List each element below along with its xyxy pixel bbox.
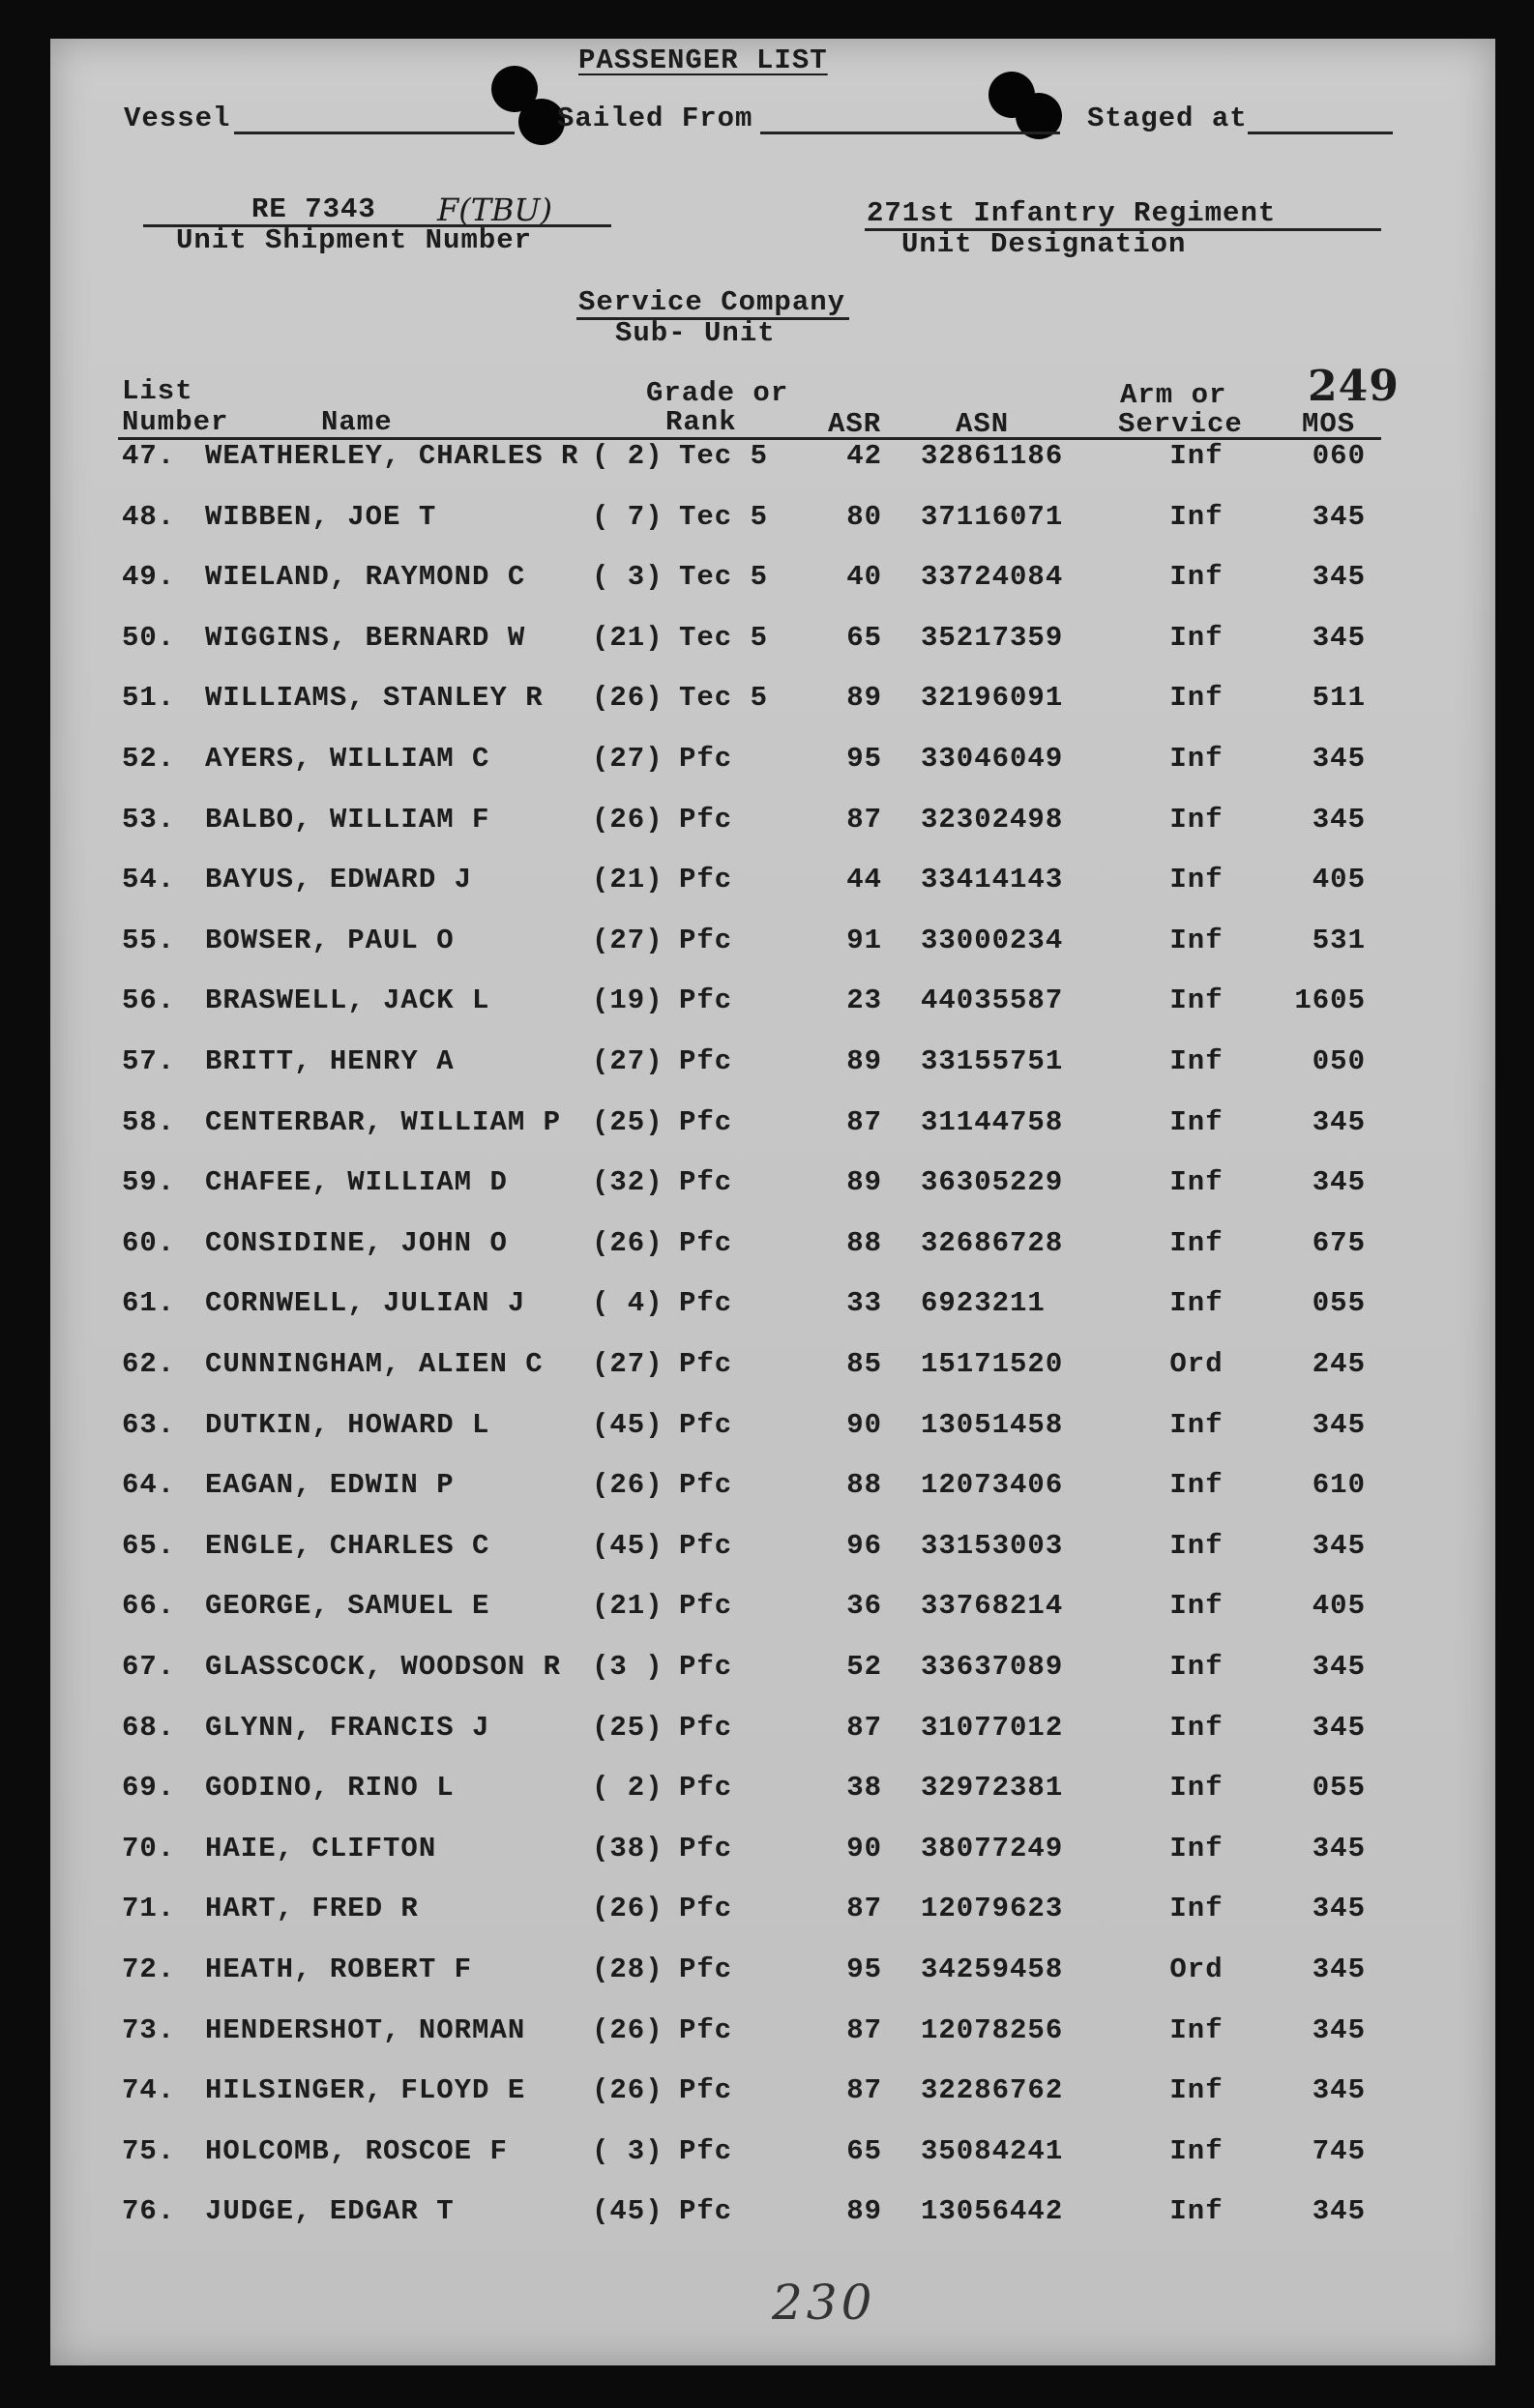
row-asr: 65 xyxy=(846,621,882,654)
row-asr: 91 xyxy=(846,924,882,956)
row-mos: 345 xyxy=(1312,1953,1366,1985)
row-asn: 12078256 xyxy=(921,2013,1064,2046)
row-arm: Ord xyxy=(1169,1953,1224,1985)
row-grade: (27) xyxy=(592,743,664,775)
sailed-from-underline xyxy=(760,132,1060,134)
row-number: 55. xyxy=(122,924,176,956)
row-name: HAIE, CLIFTON xyxy=(205,1832,437,1865)
row-rank: Pfc xyxy=(679,1045,733,1077)
row-number: 47. xyxy=(122,440,176,472)
sub-unit-label: Sub- Unit xyxy=(615,317,776,349)
row-rank: Pfc xyxy=(679,1166,733,1199)
row-grade: ( 3) xyxy=(592,561,664,594)
row-arm: Inf xyxy=(1169,2134,1224,2167)
row-grade: ( 2) xyxy=(592,1772,664,1805)
row-mos: 345 xyxy=(1312,2195,1366,2228)
row-asn: 35084241 xyxy=(921,2134,1064,2167)
row-arm: Inf xyxy=(1169,1045,1224,1077)
row-mos: 050 xyxy=(1312,1045,1366,1077)
row-mos: 345 xyxy=(1312,803,1366,836)
unit-designation: 271st Infantry Regiment xyxy=(867,197,1277,229)
row-number: 57. xyxy=(122,1045,176,1077)
row-grade: ( 2) xyxy=(592,440,664,472)
row-grade: (26) xyxy=(592,682,664,715)
row-number: 56. xyxy=(122,984,176,1017)
row-name: GLASSCOCK, WOODSON R xyxy=(205,1651,562,1683)
row-rank: Tec 5 xyxy=(679,561,769,594)
row-rank: Pfc xyxy=(679,984,733,1017)
row-rank: Pfc xyxy=(679,864,733,896)
sub-unit: Service Company xyxy=(578,286,846,318)
row-arm: Inf xyxy=(1169,500,1224,533)
row-grade: (26) xyxy=(592,1226,664,1259)
row-mos: 055 xyxy=(1312,1772,1366,1805)
row-arm: Inf xyxy=(1169,864,1224,896)
row-rank: Pfc xyxy=(679,803,733,836)
row-arm: Ord xyxy=(1169,1348,1224,1380)
row-rank: Pfc xyxy=(679,2195,733,2228)
table-row xyxy=(50,864,1495,902)
row-number: 66. xyxy=(122,1590,176,1623)
sailed-from-label: Sailed From xyxy=(557,103,753,134)
row-rank: Pfc xyxy=(679,1651,733,1683)
row-asn: 12073406 xyxy=(921,1469,1064,1502)
row-number: 54. xyxy=(122,864,176,896)
row-number: 74. xyxy=(122,2074,176,2107)
row-name: CONSIDINE, JOHN O xyxy=(205,1226,508,1259)
unit-shipment-number: RE 7343 xyxy=(251,193,376,225)
table-row xyxy=(50,1166,1495,1205)
row-asr: 88 xyxy=(846,1469,882,1502)
row-rank: Pfc xyxy=(679,1590,733,1623)
row-name: WIBBEN, JOE T xyxy=(205,500,437,533)
row-mos: 345 xyxy=(1312,1832,1366,1865)
row-asr: 85 xyxy=(846,1348,882,1380)
row-grade: ( 3) xyxy=(592,2134,664,2167)
row-number: 50. xyxy=(122,621,176,654)
row-name: BOWSER, PAUL O xyxy=(205,924,455,956)
row-arm: Inf xyxy=(1169,1529,1224,1562)
row-asn: 32302498 xyxy=(921,803,1064,836)
table-row xyxy=(50,501,1495,540)
bottom-handwritten-number: 230 xyxy=(772,2275,876,2331)
row-asr: 89 xyxy=(846,2195,882,2228)
row-asr: 89 xyxy=(846,1166,882,1199)
row-arm: Inf xyxy=(1169,621,1224,654)
table-row xyxy=(50,1893,1495,1931)
row-arm: Inf xyxy=(1169,803,1224,836)
row-asr: 36 xyxy=(846,1590,882,1623)
row-grade: (27) xyxy=(592,1045,664,1077)
row-arm: Inf xyxy=(1169,440,1224,472)
row-asr: 87 xyxy=(846,1711,882,1744)
row-asn: 36305229 xyxy=(921,1166,1064,1199)
row-number: 71. xyxy=(122,1893,176,1925)
table-row xyxy=(50,1469,1495,1508)
row-mos: 511 xyxy=(1312,682,1366,715)
row-number: 61. xyxy=(122,1287,176,1320)
row-grade: (25) xyxy=(592,1711,664,1744)
row-name: ENGLE, CHARLES C xyxy=(205,1529,490,1562)
document-page xyxy=(50,39,1495,2365)
row-name: WIGGINS, BERNARD W xyxy=(205,621,526,654)
row-number: 69. xyxy=(122,1772,176,1805)
row-number: 73. xyxy=(122,2013,176,2046)
col-header-arm-1: Arm or xyxy=(1120,379,1227,411)
col-header-grade-2: Rank xyxy=(665,406,737,438)
row-arm: Inf xyxy=(1169,1166,1224,1199)
row-arm: Inf xyxy=(1169,924,1224,956)
row-asn: 15171520 xyxy=(921,1348,1064,1380)
row-grade: (27) xyxy=(592,924,664,956)
row-rank: Tec 5 xyxy=(679,440,769,472)
row-asn: 33637089 xyxy=(921,1651,1064,1683)
row-rank: Pfc xyxy=(679,1287,733,1320)
row-number: 70. xyxy=(122,1832,176,1865)
row-mos: 405 xyxy=(1312,1590,1366,1623)
row-arm: Inf xyxy=(1169,1469,1224,1502)
row-grade: ( 4) xyxy=(592,1287,664,1320)
row-arm: Inf xyxy=(1169,1832,1224,1865)
row-grade: (28) xyxy=(592,1953,664,1985)
row-mos: 055 xyxy=(1312,1287,1366,1320)
page-number-handwritten: 249 xyxy=(1308,362,1400,411)
row-grade: (32) xyxy=(592,1166,664,1199)
row-name: DUTKIN, HOWARD L xyxy=(205,1408,490,1441)
col-header-mos: MOS xyxy=(1302,408,1356,440)
row-asn: 32196091 xyxy=(921,682,1064,715)
row-asn: 33724084 xyxy=(921,561,1064,594)
row-asr: 87 xyxy=(846,1105,882,1138)
row-mos: 245 xyxy=(1312,1348,1366,1380)
row-rank: Pfc xyxy=(679,1953,733,1985)
row-grade: ( 7) xyxy=(592,500,664,533)
row-name: GEORGE, SAMUEL E xyxy=(205,1590,490,1623)
row-asr: 96 xyxy=(846,1529,882,1562)
row-rank: Pfc xyxy=(679,1893,733,1925)
row-asr: 90 xyxy=(846,1408,882,1441)
row-name: BRITT, HENRY A xyxy=(205,1045,455,1077)
row-asn: 33000234 xyxy=(921,924,1064,956)
row-number: 60. xyxy=(122,1226,176,1259)
row-asr: 42 xyxy=(846,440,882,472)
row-asr: 95 xyxy=(846,1953,882,1985)
row-name: CUNNINGHAM, ALIEN C xyxy=(205,1348,544,1380)
row-grade: (21) xyxy=(592,1590,664,1623)
col-header-asn: ASN xyxy=(956,408,1010,440)
row-rank: Pfc xyxy=(679,1408,733,1441)
vessel-label: Vessel xyxy=(124,103,231,134)
col-header-arm-2: Service xyxy=(1118,408,1243,440)
table-row xyxy=(50,743,1495,781)
row-asn: 32686728 xyxy=(921,1226,1064,1259)
row-mos: 345 xyxy=(1312,1711,1366,1744)
row-number: 76. xyxy=(122,2195,176,2228)
row-number: 59. xyxy=(122,1166,176,1199)
col-header-list-2: Number xyxy=(122,406,229,438)
row-rank: Pfc xyxy=(679,2134,733,2167)
row-arm: Inf xyxy=(1169,1105,1224,1138)
row-number: 65. xyxy=(122,1529,176,1562)
row-arm: Inf xyxy=(1169,1651,1224,1683)
table-row xyxy=(50,2074,1495,2113)
row-number: 48. xyxy=(122,500,176,533)
table-row xyxy=(50,1530,1495,1569)
row-asr: 89 xyxy=(846,1045,882,1077)
row-rank: Pfc xyxy=(679,1469,733,1502)
row-mos: 345 xyxy=(1312,1166,1366,1199)
row-name: EAGAN, EDWIN P xyxy=(205,1469,455,1502)
row-arm: Inf xyxy=(1169,1287,1224,1320)
table-row xyxy=(50,1045,1495,1084)
row-mos: 745 xyxy=(1312,2134,1366,2167)
row-name: JUDGE, EDGAR T xyxy=(205,2195,455,2228)
row-mos: 345 xyxy=(1312,1529,1366,1562)
row-name: CHAFEE, WILLIAM D xyxy=(205,1166,508,1199)
table-row xyxy=(50,1287,1495,1326)
row-name: CENTERBAR, WILLIAM P xyxy=(205,1105,562,1138)
row-rank: Pfc xyxy=(679,924,733,956)
row-rank: Pfc xyxy=(679,1832,733,1865)
row-number: 58. xyxy=(122,1105,176,1138)
row-asr: 40 xyxy=(846,561,882,594)
row-asn: 33046049 xyxy=(921,743,1064,775)
row-rank: Pfc xyxy=(679,743,733,775)
row-asn: 33155751 xyxy=(921,1045,1064,1077)
row-number: 72. xyxy=(122,1953,176,1985)
row-asr: 80 xyxy=(846,500,882,533)
row-asr: 33 xyxy=(846,1287,882,1320)
row-mos: 345 xyxy=(1312,500,1366,533)
row-name: WIELAND, RAYMOND C xyxy=(205,561,526,594)
row-rank: Tec 5 xyxy=(679,621,769,654)
row-arm: Inf xyxy=(1169,1226,1224,1259)
row-name: HART, FRED R xyxy=(205,1893,419,1925)
table-row xyxy=(50,1590,1495,1629)
col-header-asr: ASR xyxy=(828,408,882,440)
row-arm: Inf xyxy=(1169,1408,1224,1441)
table-row xyxy=(50,1833,1495,1871)
row-asn: 33768214 xyxy=(921,1590,1064,1623)
row-asn: 12079623 xyxy=(921,1893,1064,1925)
row-number: 53. xyxy=(122,803,176,836)
row-grade: (25) xyxy=(592,1105,664,1138)
row-arm: Inf xyxy=(1169,2074,1224,2107)
row-grade: (26) xyxy=(592,803,664,836)
unit-shipment-handwritten: F(TBU) xyxy=(437,191,552,228)
row-rank: Pfc xyxy=(679,2074,733,2107)
row-mos: 405 xyxy=(1312,864,1366,896)
row-mos: 675 xyxy=(1312,1226,1366,1259)
row-asn: 13051458 xyxy=(921,1408,1064,1441)
row-asr: 44 xyxy=(846,864,882,896)
row-arm: Inf xyxy=(1169,984,1224,1017)
row-asr: 88 xyxy=(846,1226,882,1259)
row-asr: 87 xyxy=(846,2013,882,2046)
row-name: BALBO, WILLIAM F xyxy=(205,803,490,836)
row-number: 64. xyxy=(122,1469,176,1502)
page-title: PASSENGER LIST xyxy=(578,44,828,76)
row-arm: Inf xyxy=(1169,1893,1224,1925)
table-row xyxy=(50,1772,1495,1810)
row-mos: 345 xyxy=(1312,621,1366,654)
row-mos: 531 xyxy=(1312,924,1366,956)
row-number: 49. xyxy=(122,561,176,594)
row-asn: 31144758 xyxy=(921,1105,1064,1138)
row-grade: (45) xyxy=(592,1408,664,1441)
row-asn: 33414143 xyxy=(921,864,1064,896)
table-row xyxy=(50,1651,1495,1689)
row-mos: 345 xyxy=(1312,2013,1366,2046)
row-mos: 610 xyxy=(1312,1469,1366,1502)
unit-shipment-label: Unit Shipment Number xyxy=(176,224,533,256)
row-asn: 34259458 xyxy=(921,1953,1064,1985)
row-name: BRASWELL, JACK L xyxy=(205,984,490,1017)
row-rank: Pfc xyxy=(679,1529,733,1562)
row-number: 67. xyxy=(122,1651,176,1683)
table-row xyxy=(50,2014,1495,2053)
table-row xyxy=(50,984,1495,1023)
row-mos: 345 xyxy=(1312,561,1366,594)
row-rank: Pfc xyxy=(679,1711,733,1744)
table-row xyxy=(50,1712,1495,1750)
row-grade: (26) xyxy=(592,1469,664,1502)
table-row xyxy=(50,1227,1495,1266)
staged-at-underline xyxy=(1248,132,1393,134)
row-number: 68. xyxy=(122,1711,176,1744)
table-row xyxy=(50,561,1495,600)
table-row xyxy=(50,2195,1495,2234)
row-asr: 52 xyxy=(846,1651,882,1683)
table-row xyxy=(50,440,1495,479)
row-asr: 89 xyxy=(846,682,882,715)
row-mos: 345 xyxy=(1312,1408,1366,1441)
row-asr: 87 xyxy=(846,2074,882,2107)
table-row xyxy=(50,2135,1495,2174)
row-asn: 38077249 xyxy=(921,1832,1064,1865)
row-name: WEATHERLEY, CHARLES R xyxy=(205,440,579,472)
row-arm: Inf xyxy=(1169,2013,1224,2046)
row-rank: Pfc xyxy=(679,2013,733,2046)
row-mos: 345 xyxy=(1312,1893,1366,1925)
row-grade: (38) xyxy=(592,1832,664,1865)
table-row xyxy=(50,925,1495,963)
row-asn: 33153003 xyxy=(921,1529,1064,1562)
table-row xyxy=(50,622,1495,661)
row-arm: Inf xyxy=(1169,682,1224,715)
row-grade: (19) xyxy=(592,984,664,1017)
row-name: HOLCOMB, ROSCOE F xyxy=(205,2134,508,2167)
row-mos: 345 xyxy=(1312,1651,1366,1683)
row-asr: 87 xyxy=(846,803,882,836)
row-name: GODINO, RINO L xyxy=(205,1772,455,1805)
row-asn: 32286762 xyxy=(921,2074,1064,2107)
row-asr: 38 xyxy=(846,1772,882,1805)
col-header-list-1: List xyxy=(122,375,193,407)
row-mos: 1605 xyxy=(1294,984,1366,1017)
staged-at-label: Staged at xyxy=(1087,103,1248,134)
row-rank: Tec 5 xyxy=(679,682,769,715)
col-header-grade-1: Grade or xyxy=(646,377,789,409)
row-number: 52. xyxy=(122,743,176,775)
row-name: BAYUS, EDWARD J xyxy=(205,864,473,896)
row-asn: 35217359 xyxy=(921,621,1064,654)
table-row xyxy=(50,804,1495,842)
row-asn: 13056442 xyxy=(921,2195,1064,2228)
row-number: 51. xyxy=(122,682,176,715)
row-asn: 44035587 xyxy=(921,984,1064,1017)
row-name: HENDERSHOT, NORMAN xyxy=(205,2013,526,2046)
table-row xyxy=(50,1953,1495,1992)
table-row xyxy=(50,1348,1495,1387)
col-header-name: Name xyxy=(321,406,393,438)
row-mos: 060 xyxy=(1312,440,1366,472)
row-asr: 87 xyxy=(846,1893,882,1925)
row-arm: Inf xyxy=(1169,2195,1224,2228)
row-mos: 345 xyxy=(1312,743,1366,775)
row-arm: Inf xyxy=(1169,743,1224,775)
row-grade: (21) xyxy=(592,621,664,654)
unit-designation-label: Unit Designation xyxy=(901,228,1187,260)
row-asn: 6923211 xyxy=(921,1287,1046,1320)
row-number: 62. xyxy=(122,1348,176,1380)
row-rank: Pfc xyxy=(679,1226,733,1259)
row-asr: 65 xyxy=(846,2134,882,2167)
row-name: WILLIAMS, STANLEY R xyxy=(205,682,544,715)
table-row xyxy=(50,1409,1495,1448)
row-name: GLYNN, FRANCIS J xyxy=(205,1711,490,1744)
vessel-underline xyxy=(234,132,515,134)
row-mos: 345 xyxy=(1312,2074,1366,2107)
row-asn: 32972381 xyxy=(921,1772,1064,1805)
row-name: HEATH, ROBERT F xyxy=(205,1953,473,1985)
row-rank: Tec 5 xyxy=(679,500,769,533)
row-grade: (27) xyxy=(592,1348,664,1380)
row-name: HILSINGER, FLOYD E xyxy=(205,2074,526,2107)
row-arm: Inf xyxy=(1169,1772,1224,1805)
row-grade: (21) xyxy=(592,864,664,896)
row-asr: 23 xyxy=(846,984,882,1017)
row-number: 75. xyxy=(122,2134,176,2167)
row-name: CORNWELL, JULIAN J xyxy=(205,1287,526,1320)
row-grade: (26) xyxy=(592,2074,664,2107)
row-arm: Inf xyxy=(1169,1590,1224,1623)
row-mos: 345 xyxy=(1312,1105,1366,1138)
row-number: 63. xyxy=(122,1408,176,1441)
row-rank: Pfc xyxy=(679,1105,733,1138)
row-asr: 95 xyxy=(846,743,882,775)
row-asn: 32861186 xyxy=(921,440,1064,472)
row-rank: Pfc xyxy=(679,1348,733,1380)
row-asn: 31077012 xyxy=(921,1711,1064,1744)
row-rank: Pfc xyxy=(679,1772,733,1805)
row-asn: 37116071 xyxy=(921,500,1064,533)
row-name: AYERS, WILLIAM C xyxy=(205,743,490,775)
row-arm: Inf xyxy=(1169,1711,1224,1744)
row-grade: (45) xyxy=(592,2195,664,2228)
row-grade: (45) xyxy=(592,1529,664,1562)
row-arm: Inf xyxy=(1169,561,1224,594)
table-row xyxy=(50,682,1495,720)
row-grade: (26) xyxy=(592,1893,664,1925)
table-row xyxy=(50,1106,1495,1145)
row-grade: (3 ) xyxy=(592,1651,664,1683)
row-asr: 90 xyxy=(846,1832,882,1865)
row-grade: (26) xyxy=(592,2013,664,2046)
